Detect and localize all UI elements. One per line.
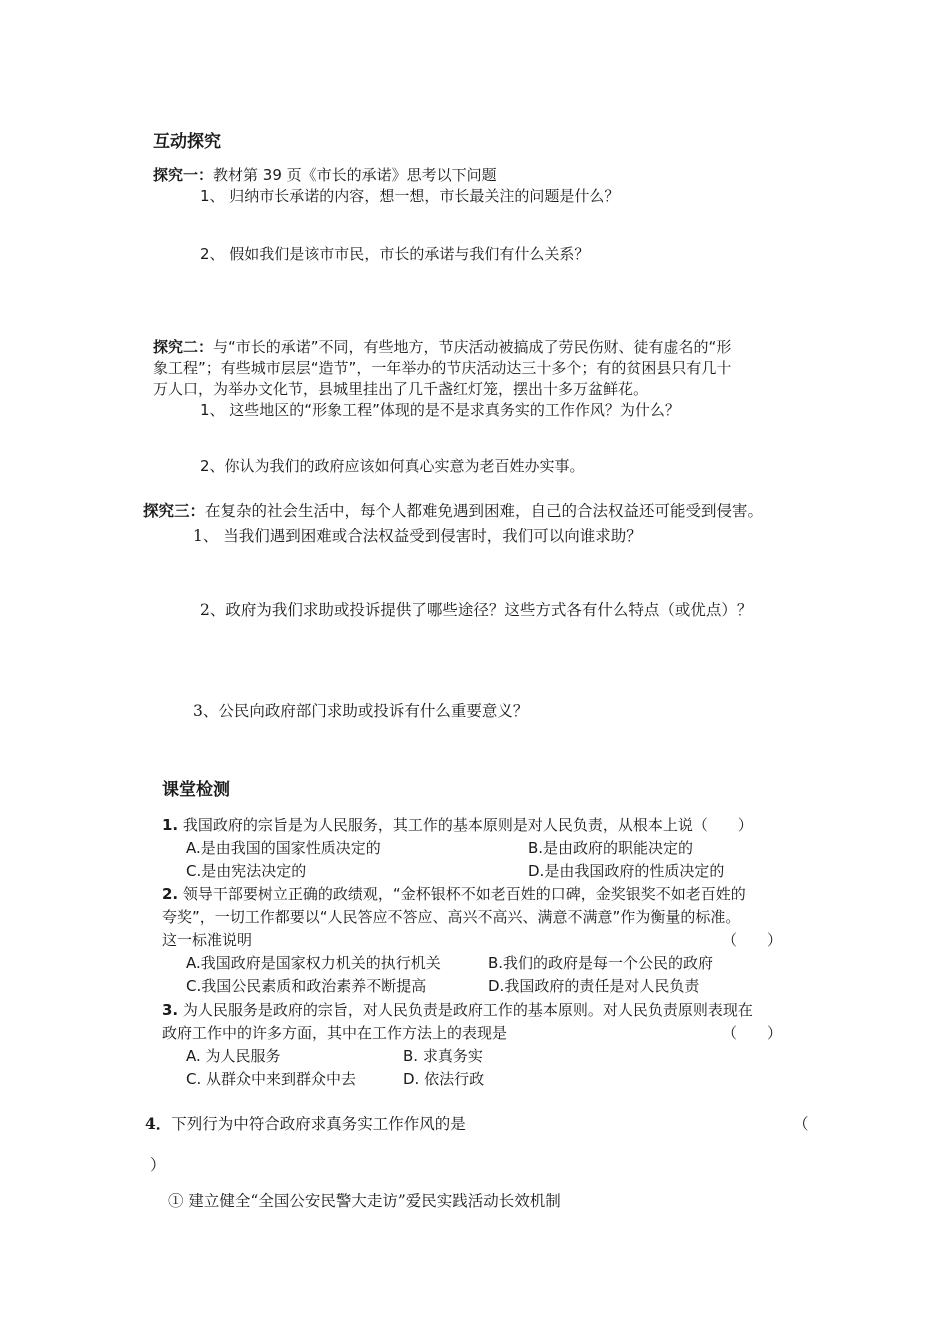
explore-1-question-1: 1、 归纳市长承诺的内容，想一想，市长最关注的问题是什么？ bbox=[200, 187, 620, 205]
explore-1-label: 探究一： bbox=[153, 166, 214, 184]
test-question-1-stem: 1. 我国政府的宗旨是为人民服务，其工作的基本原则是对人民负责，从根本上说（ ） bbox=[162, 816, 753, 834]
test-question-3-line-1: 3. 为人民服务是政府的宗旨，对人民负责是政府工作的基本原则。对人民负责原则表现在 bbox=[162, 1001, 753, 1019]
explore-2-line-3: 万人口，为举办文化节，县城里挂出了几千盏红灯笼，摆出十多万盆鲜花。 bbox=[153, 380, 649, 398]
test-question-1-number: 1. bbox=[162, 816, 179, 834]
test-question-1-option-c: C.是由宪法决定的 bbox=[186, 862, 307, 880]
explore-2-question-1: 1、 这些地区的“形象工程”体现的是不是求真务实的工作作风？为什么？ bbox=[200, 401, 680, 419]
test-question-2-number: 2. bbox=[162, 885, 179, 903]
test-question-2-line-3: 这一标准说明 bbox=[162, 931, 253, 949]
section-heading-interactive-explore: 互动探究 bbox=[153, 132, 221, 152]
test-question-3-number: 3. bbox=[162, 1001, 179, 1019]
test-question-1-option-a: A.是由我国的国家性质决定的 bbox=[186, 839, 381, 857]
explore-1-text: 教材第 39 页《市长的承诺》思考以下问题 bbox=[213, 166, 497, 184]
explore-2-line-1: 探究二：与“市长的承诺”不同，有些地方，节庆活动被搞成了劳民伤财、徒有虚名的“形 bbox=[153, 338, 732, 356]
test-question-4-paren-open: （ bbox=[793, 1115, 809, 1133]
test-question-2-line-1: 2. 领导干部要树立正确的政绩观，“金杯银杯不如老百姓的口碑，金奖银奖不如老百姓的 bbox=[162, 885, 746, 903]
explore-3-question-3: 3、公民向政府部门求助或投诉有什么重要意义？ bbox=[193, 702, 529, 720]
test-question-2-option-c: C.我国公民素质和政治素养不断提高 bbox=[186, 977, 427, 995]
explore-3-question-1: 1、 当我们遇到困难或合法权益受到侵害时，我们可以向谁求助？ bbox=[193, 527, 642, 545]
test-question-1-option-b: B.是由政府的职能决定的 bbox=[528, 839, 694, 857]
test-question-2-answer-blank: （ ） bbox=[722, 931, 783, 949]
test-question-2-option-b: B.我们的政府是每一个公民的政府 bbox=[488, 954, 714, 972]
test-question-3-line-2: 政府工作中的许多方面，其中在工作方法上的表现是 bbox=[162, 1024, 508, 1042]
test-question-4-stem: 4．下列行为中符合政府求真务实工作作风的是 bbox=[145, 1114, 466, 1133]
test-question-4-paren-close: ） bbox=[150, 1156, 166, 1174]
test-question-2-line-2: 夸奖”，一切工作都要以“人民答应不答应、高兴不高兴、满意不满意”作为衡量的标准。 bbox=[162, 908, 741, 926]
test-question-2-option-a: A.我国政府是国家权力机关的执行机关 bbox=[186, 954, 441, 972]
explore-3-label: 探究三： bbox=[143, 501, 206, 520]
explore-1-question-2: 2、 假如我们是该市市民，市长的承诺与我们有什么关系？ bbox=[200, 245, 590, 263]
test-question-4-number: 4． bbox=[145, 1114, 172, 1133]
test-question-1-option-d: D.是由我国政府的性质决定的 bbox=[528, 862, 725, 880]
test-question-2-option-d: D.我国政府的责任是对人民负责 bbox=[488, 977, 700, 995]
explore-2-question-2: 2、你认为我们的政府应该如何真心实意为老百姓办实事。 bbox=[200, 457, 585, 475]
test-question-3-option-a: A. 为人民服务 bbox=[186, 1047, 281, 1065]
test-question-3-option-b: B. 求真务实 bbox=[403, 1047, 483, 1065]
section-heading-class-test: 课堂检测 bbox=[162, 780, 230, 800]
test-question-3-answer-blank: （ ） bbox=[722, 1024, 783, 1042]
explore-3-question-2: 2、政府为我们求助或投诉提供了哪些途径？这些方式各有什么特点（或优点）？ bbox=[200, 601, 753, 619]
explore-2-line-2: 象工程”；有些城市层层“造节”，一年举办的节庆活动达三十多个；有的贫困县只有几十 bbox=[153, 359, 732, 377]
test-question-3-option-d: D. 依法行政 bbox=[403, 1070, 485, 1088]
explore-2-label: 探究二： bbox=[153, 338, 214, 356]
test-question-3-option-c: C. 从群众中来到群众中去 bbox=[186, 1070, 357, 1088]
explore-3-intro: 探究三：在复杂的社会生活中，每个人都难免遇到困难，自己的合法权益还可能受到侵害。 bbox=[143, 501, 764, 520]
test-question-4-item-1: ① 建立健全“全国公安民警大走访”爱民实践活动长效机制 bbox=[168, 1192, 561, 1210]
explore-1-intro bbox=[153, 165, 497, 185]
